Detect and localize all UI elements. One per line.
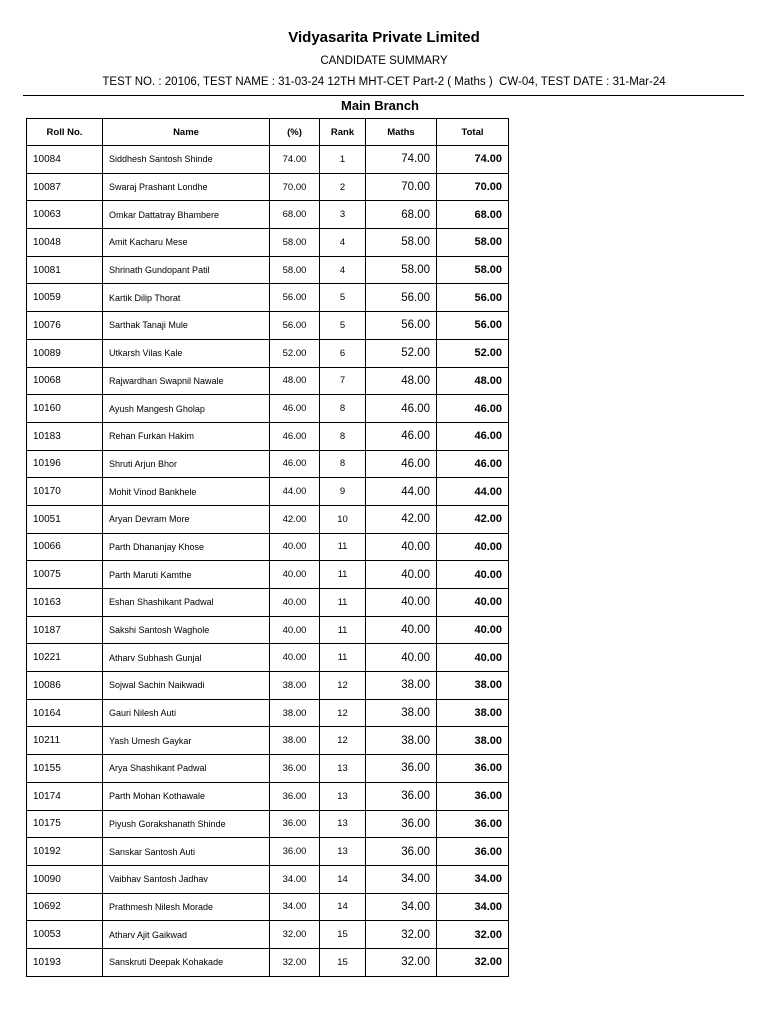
cell-maths: 32.00 [366, 948, 437, 976]
column-header-total: Total [437, 119, 509, 146]
cell-name: Sakshi Santosh Waghole [103, 616, 270, 644]
cell-total: 40.00 [437, 533, 509, 561]
cell-maths: 34.00 [366, 893, 437, 921]
cell-roll: 10086 [27, 672, 103, 700]
cell-pct: 46.00 [270, 395, 320, 423]
cell-total: 36.00 [437, 782, 509, 810]
table-row [27, 395, 509, 423]
cell-total: 58.00 [437, 256, 509, 284]
cell-rank: 15 [320, 921, 366, 949]
cell-maths: 38.00 [366, 727, 437, 755]
column-header-roll: Roll No. [27, 119, 103, 146]
cell-roll: 10174 [27, 782, 103, 810]
cell-maths: 68.00 [366, 201, 437, 229]
cell-name: Aryan Devram More [103, 505, 270, 533]
cell-maths: 44.00 [366, 478, 437, 506]
cell-maths: 42.00 [366, 505, 437, 533]
cell-maths: 36.00 [366, 810, 437, 838]
cell-rank: 13 [320, 782, 366, 810]
cell-name: Parth Dhananjay Khose [103, 533, 270, 561]
cell-pct: 56.00 [270, 284, 320, 312]
cell-pct: 68.00 [270, 201, 320, 229]
cell-name: Shruti Arjun Bhor [103, 450, 270, 478]
table-row [27, 312, 509, 340]
cell-rank: 11 [320, 644, 366, 672]
table-row [27, 699, 509, 727]
table-row [27, 810, 509, 838]
cell-roll: 10051 [27, 505, 103, 533]
cell-pct: 32.00 [270, 948, 320, 976]
cell-pct: 36.00 [270, 782, 320, 810]
cell-rank: 8 [320, 422, 366, 450]
cell-pct: 34.00 [270, 893, 320, 921]
cell-roll: 10090 [27, 865, 103, 893]
table-row [27, 339, 509, 367]
cell-name: Utkarsh Vilas Kale [103, 339, 270, 367]
cell-maths: 52.00 [366, 339, 437, 367]
branch-title: Main Branch [340, 98, 419, 113]
cell-rank: 10 [320, 505, 366, 533]
cell-pct: 36.00 [270, 810, 320, 838]
cell-pct: 38.00 [270, 699, 320, 727]
cell-maths: 40.00 [366, 561, 437, 589]
cell-maths: 70.00 [366, 173, 437, 201]
cell-pct: 58.00 [270, 229, 320, 257]
results-table [26, 118, 509, 977]
table-row [27, 782, 509, 810]
cell-name: Gauri Nilesh Auti [103, 699, 270, 727]
cell-rank: 11 [320, 533, 366, 561]
cell-total: 32.00 [437, 948, 509, 976]
cell-maths: 32.00 [366, 921, 437, 949]
cell-maths: 56.00 [366, 284, 437, 312]
cell-pct: 42.00 [270, 505, 320, 533]
cell-pct: 40.00 [270, 561, 320, 589]
cell-pct: 34.00 [270, 865, 320, 893]
cell-name: Sanskar Santosh Auti [103, 838, 270, 866]
cell-roll: 10163 [27, 589, 103, 617]
cell-roll: 10193 [27, 948, 103, 976]
cell-total: 40.00 [437, 561, 509, 589]
cell-maths: 38.00 [366, 699, 437, 727]
table-row [27, 921, 509, 949]
cell-pct: 58.00 [270, 256, 320, 284]
cell-name: Shrinath Gundopant Patil [103, 256, 270, 284]
cell-maths: 40.00 [366, 644, 437, 672]
cell-name: Kartik Dilip Thorat [103, 284, 270, 312]
cell-total: 56.00 [437, 312, 509, 340]
cell-rank: 12 [320, 672, 366, 700]
cell-maths: 74.00 [366, 146, 437, 174]
cell-rank: 6 [320, 339, 366, 367]
table-row [27, 422, 509, 450]
cell-total: 36.00 [437, 838, 509, 866]
cell-roll: 10155 [27, 755, 103, 783]
table-row [27, 201, 509, 229]
cell-name: Omkar Dattatray Bhambere [103, 201, 270, 229]
cell-maths: 46.00 [366, 395, 437, 423]
cell-maths: 48.00 [366, 367, 437, 395]
cell-roll: 10221 [27, 644, 103, 672]
cell-rank: 5 [320, 312, 366, 340]
cell-total: 40.00 [437, 616, 509, 644]
cell-roll: 10170 [27, 478, 103, 506]
cell-roll: 10192 [27, 838, 103, 866]
cell-total: 52.00 [437, 339, 509, 367]
cell-roll: 10187 [27, 616, 103, 644]
cell-maths: 36.00 [366, 838, 437, 866]
cell-rank: 11 [320, 616, 366, 644]
cell-rank: 12 [320, 699, 366, 727]
cell-name: Atharv Ajit Gaikwad [103, 921, 270, 949]
cell-rank: 7 [320, 367, 366, 395]
cell-roll: 10211 [27, 727, 103, 755]
column-header-name: Name [103, 119, 270, 146]
cell-roll: 10164 [27, 699, 103, 727]
cell-pct: 40.00 [270, 533, 320, 561]
cell-name: Prathmesh Nilesh Morade [103, 893, 270, 921]
cell-roll: 10183 [27, 422, 103, 450]
cell-roll: 10081 [27, 256, 103, 284]
table-row [27, 727, 509, 755]
cell-total: 38.00 [437, 672, 509, 700]
cell-pct: 38.00 [270, 672, 320, 700]
cell-roll: 10160 [27, 395, 103, 423]
cell-total: 36.00 [437, 810, 509, 838]
cell-name: Parth Maruti Kamthe [103, 561, 270, 589]
cell-pct: 40.00 [270, 589, 320, 617]
table-row [27, 838, 509, 866]
cell-rank: 13 [320, 755, 366, 783]
cell-total: 42.00 [437, 505, 509, 533]
cell-pct: 44.00 [270, 478, 320, 506]
table-row [27, 533, 509, 561]
cell-total: 32.00 [437, 921, 509, 949]
table-row [27, 478, 509, 506]
cell-maths: 40.00 [366, 616, 437, 644]
cell-total: 46.00 [437, 395, 509, 423]
cell-total: 46.00 [437, 422, 509, 450]
cell-rank: 8 [320, 395, 366, 423]
cell-roll: 10053 [27, 921, 103, 949]
cell-maths: 36.00 [366, 782, 437, 810]
cell-pct: 40.00 [270, 644, 320, 672]
table-row [27, 865, 509, 893]
cell-rank: 13 [320, 838, 366, 866]
cell-total: 46.00 [437, 450, 509, 478]
cell-pct: 70.00 [270, 173, 320, 201]
cell-name: Yash Umesh Gaykar [103, 727, 270, 755]
table-row [27, 561, 509, 589]
cell-rank: 11 [320, 589, 366, 617]
cell-maths: 40.00 [366, 589, 437, 617]
cell-pct: 48.00 [270, 367, 320, 395]
cell-total: 34.00 [437, 865, 509, 893]
cell-name: Arya Shashikant Padwal [103, 755, 270, 783]
table-row [27, 948, 509, 976]
cell-maths: 46.00 [366, 450, 437, 478]
cell-pct: 36.00 [270, 755, 320, 783]
cell-name: Sarthak Tanaji Mule [103, 312, 270, 340]
table-row [27, 893, 509, 921]
cell-name: Ayush Mangesh Gholap [103, 395, 270, 423]
column-header-percent: (%) [270, 119, 320, 146]
cell-name: Rajwardhan Swapnil Nawale [103, 367, 270, 395]
table-row [27, 146, 509, 174]
cell-name: Siddhesh Santosh Shinde [103, 146, 270, 174]
cell-maths: 38.00 [366, 672, 437, 700]
cell-pct: 74.00 [270, 146, 320, 174]
cell-roll: 10059 [27, 284, 103, 312]
cell-roll: 10692 [27, 893, 103, 921]
cell-roll: 10066 [27, 533, 103, 561]
cell-rank: 15 [320, 948, 366, 976]
table-row [27, 256, 509, 284]
cell-total: 48.00 [437, 367, 509, 395]
cell-roll: 10076 [27, 312, 103, 340]
cell-roll: 10196 [27, 450, 103, 478]
cell-name: Vaibhav Santosh Jadhav [103, 865, 270, 893]
table-row [27, 755, 509, 783]
table-row [27, 450, 509, 478]
table-row [27, 367, 509, 395]
cell-pct: 40.00 [270, 616, 320, 644]
cell-roll: 10075 [27, 561, 103, 589]
cell-pct: 38.00 [270, 727, 320, 755]
cell-roll: 10084 [27, 146, 103, 174]
cell-rank: 14 [320, 893, 366, 921]
cell-name: Rehan Furkan Hakim [103, 422, 270, 450]
cell-name: Swaraj Prashant Londhe [103, 173, 270, 201]
cell-maths: 46.00 [366, 422, 437, 450]
table-row [27, 505, 509, 533]
header-divider [23, 95, 744, 96]
cell-rank: 11 [320, 561, 366, 589]
cell-rank: 1 [320, 146, 366, 174]
cell-maths: 56.00 [366, 312, 437, 340]
cell-rank: 12 [320, 727, 366, 755]
cell-roll: 10175 [27, 810, 103, 838]
report-subtitle: CANDIDATE SUMMARY [320, 55, 448, 67]
cell-pct: 52.00 [270, 339, 320, 367]
cell-name: Parth Mohan Kothawale [103, 782, 270, 810]
cell-total: 38.00 [437, 699, 509, 727]
cell-rank: 5 [320, 284, 366, 312]
test-info: TEST NO. : 20106, TEST NAME : 31-03-24 12TH MHT-CET Part-2 ( Maths ) CW-04, TEST DATE : 31-Mar-24 [102, 76, 666, 88]
cell-roll: 10087 [27, 173, 103, 201]
cell-total: 70.00 [437, 173, 509, 201]
cell-name: Mohit Vinod Bankhele [103, 478, 270, 506]
cell-rank: 4 [320, 256, 366, 284]
cell-maths: 58.00 [366, 229, 437, 257]
cell-roll: 10068 [27, 367, 103, 395]
cell-rank: 8 [320, 450, 366, 478]
cell-pct: 46.00 [270, 422, 320, 450]
cell-total: 68.00 [437, 201, 509, 229]
table-row [27, 284, 509, 312]
cell-maths: 34.00 [366, 865, 437, 893]
table-row [27, 589, 509, 617]
cell-total: 38.00 [437, 727, 509, 755]
cell-roll: 10063 [27, 201, 103, 229]
cell-name: Atharv Subhash Gunjal [103, 644, 270, 672]
cell-total: 44.00 [437, 478, 509, 506]
cell-name: Amit Kacharu Mese [103, 229, 270, 257]
cell-pct: 36.00 [270, 838, 320, 866]
table-row [27, 173, 509, 201]
cell-pct: 56.00 [270, 312, 320, 340]
cell-total: 56.00 [437, 284, 509, 312]
table-row [27, 229, 509, 257]
column-header-rank: Rank [320, 119, 366, 146]
cell-total: 40.00 [437, 644, 509, 672]
cell-total: 40.00 [437, 589, 509, 617]
cell-maths: 58.00 [366, 256, 437, 284]
cell-pct: 32.00 [270, 921, 320, 949]
cell-total: 74.00 [437, 146, 509, 174]
table-header-row [27, 119, 509, 146]
cell-name: Sojwal Sachin Naikwadi [103, 672, 270, 700]
table-row [27, 672, 509, 700]
cell-roll: 10089 [27, 339, 103, 367]
company-name: Vidyasarita Private Limited [288, 29, 480, 46]
cell-roll: 10048 [27, 229, 103, 257]
cell-total: 36.00 [437, 755, 509, 783]
cell-name: Sanskruti Deepak Kohakade [103, 948, 270, 976]
cell-rank: 9 [320, 478, 366, 506]
cell-maths: 36.00 [366, 755, 437, 783]
cell-total: 34.00 [437, 893, 509, 921]
cell-rank: 13 [320, 810, 366, 838]
cell-total: 58.00 [437, 229, 509, 257]
column-header-maths: Maths [366, 119, 437, 146]
cell-pct: 46.00 [270, 450, 320, 478]
table-row [27, 644, 509, 672]
cell-rank: 3 [320, 201, 366, 229]
cell-rank: 2 [320, 173, 366, 201]
table-row [27, 616, 509, 644]
cell-name: Piyush Gorakshanath Shinde [103, 810, 270, 838]
cell-maths: 40.00 [366, 533, 437, 561]
cell-rank: 14 [320, 865, 366, 893]
cell-name: Eshan Shashikant Padwal [103, 589, 270, 617]
cell-rank: 4 [320, 229, 366, 257]
